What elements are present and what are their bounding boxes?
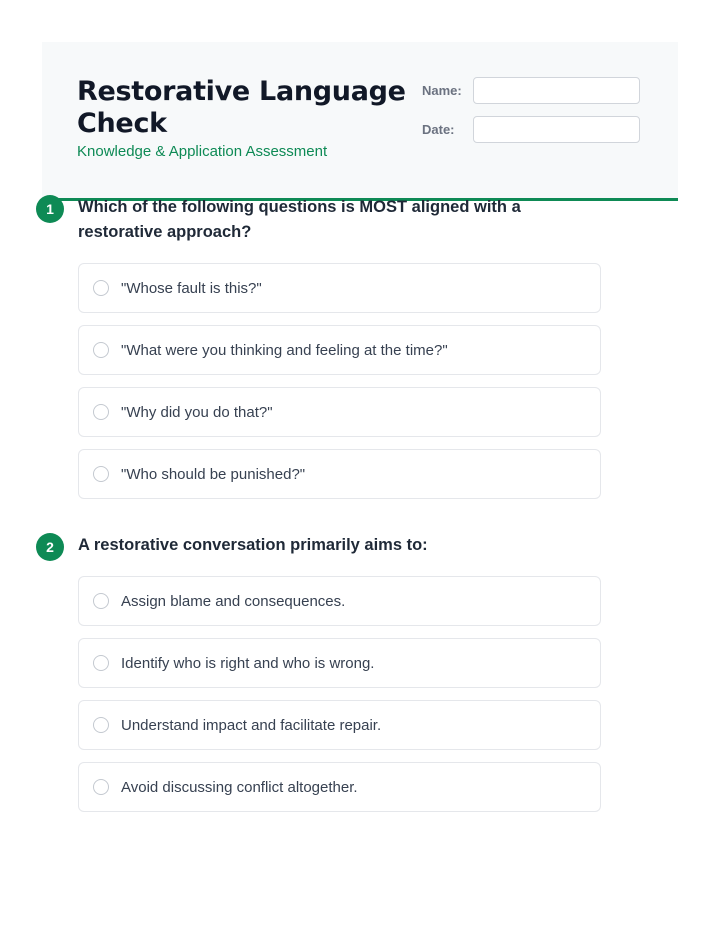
assessment-sheet xyxy=(42,42,678,201)
answer-option[interactable] xyxy=(78,700,601,750)
answer-option[interactable] xyxy=(78,449,601,499)
name-row xyxy=(422,77,640,104)
question-1 xyxy=(35,193,601,511)
question-text: A restorative conversation primarily aims to: xyxy=(78,536,428,554)
answer-option-label: Avoid discussing conflict altogether. xyxy=(121,778,358,796)
answer-option-label: "Who should be punished?" xyxy=(121,465,306,483)
answer-option-label: Identify who is right and who is wrong. xyxy=(121,654,375,672)
radio-button[interactable] xyxy=(93,593,109,609)
radio-button[interactable] xyxy=(93,717,109,733)
header xyxy=(42,42,678,201)
answer-option[interactable] xyxy=(78,325,601,375)
question-2 xyxy=(35,531,601,824)
question-number-badge: 2 xyxy=(36,533,64,561)
radio-button[interactable] xyxy=(93,466,109,482)
answer-option-label: Assign blame and consequences. xyxy=(121,592,346,610)
question-header xyxy=(35,193,601,245)
answer-option-label: "Why did you do that?" xyxy=(121,403,273,421)
date-label: Date: xyxy=(422,122,455,137)
answer-option[interactable] xyxy=(78,263,601,313)
answer-option[interactable] xyxy=(78,387,601,437)
name-field[interactable] xyxy=(473,77,640,104)
answer-option[interactable] xyxy=(78,762,601,812)
answer-option[interactable] xyxy=(78,576,601,626)
question-text: Which of the following questions is MOST aligned with a restorative approach? xyxy=(78,198,521,241)
answer-option-label: "Whose fault is this?" xyxy=(121,279,262,297)
radio-button[interactable] xyxy=(93,655,109,671)
question-header xyxy=(35,531,601,558)
answer-option-label: Understand impact and facilitate repair. xyxy=(121,716,382,734)
page-title: Restorative Language Check xyxy=(77,76,406,139)
radio-button[interactable] xyxy=(93,280,109,296)
page-subtitle: Knowledge & Application Assessment xyxy=(77,143,328,160)
answer-option-label: "What were you thinking and feeling at the time?" xyxy=(121,341,448,359)
name-label: Name: xyxy=(422,83,462,98)
date-row xyxy=(422,116,640,143)
answer-options xyxy=(78,263,601,499)
radio-button[interactable] xyxy=(93,404,109,420)
radio-button[interactable] xyxy=(93,779,109,795)
radio-button[interactable] xyxy=(93,342,109,358)
question-number-badge: 1 xyxy=(36,195,64,223)
answer-option[interactable] xyxy=(78,638,601,688)
date-field[interactable] xyxy=(473,116,640,143)
answer-options xyxy=(78,576,601,812)
